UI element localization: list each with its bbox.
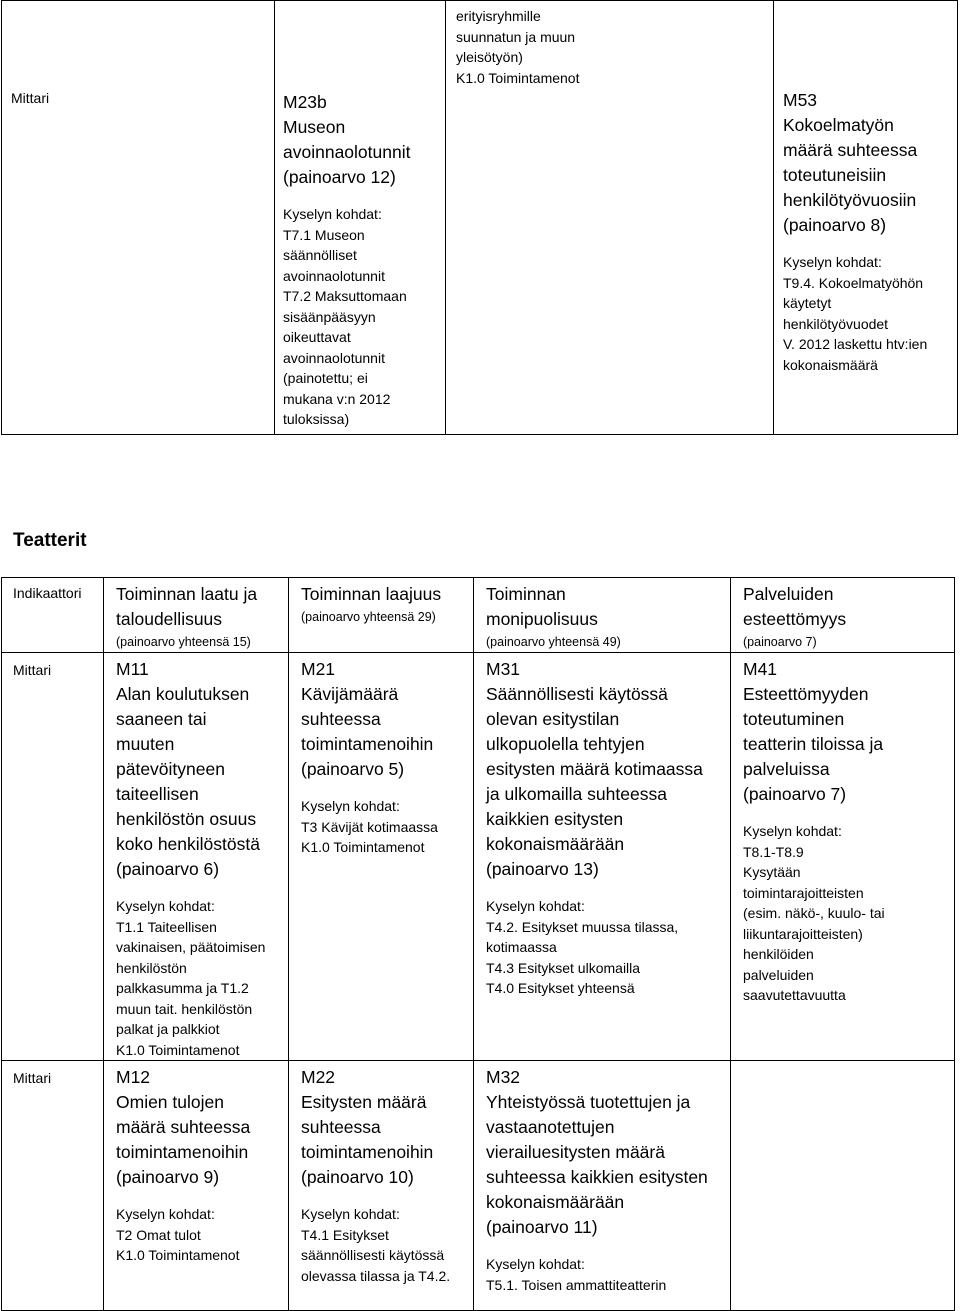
text-line: kokonaismäärään [486, 1192, 625, 1212]
text-line: T4.2. Esitykset muussa tilassa, [486, 918, 679, 935]
kysely-items [301, 817, 469, 858]
table-row [2, 653, 955, 1061]
header-cell [474, 578, 731, 653]
kysely-items [283, 225, 441, 430]
kysely-label: Kyselyn kohdat: [743, 823, 842, 839]
text-line: Toiminnan [486, 584, 566, 604]
text-line: avoinnaolotunnit [283, 267, 385, 284]
text-line: T3 Kävijät kotimaassa [301, 818, 438, 835]
indicator-title [486, 657, 726, 882]
text-line: Kävijämäärä [301, 684, 399, 704]
text-line: kotimaassa [486, 939, 557, 955]
text-line: toteutuminen [743, 709, 845, 729]
text-line: taloudellisuus [116, 609, 223, 629]
text-line: Kysytään [743, 864, 801, 880]
text-line: ulkopuolella tehtyjen [486, 734, 645, 754]
kysely-items [743, 842, 950, 1006]
text-line: suhteessa [301, 709, 381, 729]
text-line: toteutuneisiin [783, 165, 887, 185]
text-line: (painoarvo 6) [116, 859, 220, 879]
indicator-title [743, 657, 950, 807]
indicator-title [301, 1065, 469, 1190]
text-line: tuloksissa) [283, 411, 350, 427]
section-title: Teatterit [13, 530, 87, 551]
indicator-cell [275, 1, 446, 435]
text-line: T5.1. Toisen ammattiteatterin [486, 1276, 667, 1293]
text-line: M41 [743, 659, 778, 679]
kysely-items [486, 1275, 726, 1296]
header-weight: (painoarvo 7) [743, 635, 817, 649]
text-line: kokonaismäärä [783, 356, 878, 373]
text-line: T8.1-T8.9 [743, 843, 804, 860]
text-line: säännölliset [283, 247, 357, 263]
kysely-items [116, 1225, 284, 1266]
header-cell [2, 578, 104, 653]
kysely-items [486, 917, 726, 999]
text-line: liikuntarajoitteisten) [743, 925, 863, 942]
mittari-cell [2, 653, 104, 1061]
text-line: Alan koulutuksen [116, 684, 250, 704]
text-line: T4.3 Esitykset ulkomailla [486, 959, 641, 976]
text-line: Museon [283, 117, 346, 137]
text-line: kaikkien esitysten [486, 809, 624, 829]
text-line: monipuolisuus [486, 609, 598, 629]
indicator-cell [104, 653, 289, 1061]
indicator-title [116, 1065, 284, 1190]
indicator-title [116, 657, 284, 882]
header-title [116, 582, 284, 632]
text-line: T7.1 Museon [283, 226, 365, 243]
table-row [2, 1, 958, 435]
text-line: koko henkilöstöstä [116, 834, 260, 854]
text-line: V. 2012 laskettu htv:ien [783, 336, 928, 352]
text-line: toimintamenoihin [116, 1142, 249, 1162]
text-line: M32 [486, 1067, 521, 1087]
mittari-label: Mittari [11, 90, 50, 106]
header-weight: (painoarvo yhteensä 29) [301, 610, 436, 624]
text-line: T2 Omat tulot [116, 1226, 201, 1243]
indicator-continuation-text [446, 1, 773, 88]
indicator-cell [446, 1, 774, 435]
table-row [2, 1061, 955, 1311]
text-line: (painotettu; ei [283, 370, 368, 386]
header-title [301, 582, 469, 607]
text-line: M31 [486, 659, 521, 679]
text-line: toimintamenoihin [301, 1142, 434, 1162]
text-line: Esteettömyyden [743, 684, 869, 704]
header-cell [731, 578, 955, 653]
text-line: K1.0 Toimintamenot [116, 1041, 240, 1058]
indicator-title [301, 657, 469, 782]
text-line: muuten [116, 734, 175, 754]
header-title [743, 582, 950, 632]
text-line: (painoarvo 7) [743, 784, 847, 804]
kysely-label: Kyselyn kohdat: [301, 1206, 400, 1222]
indicator-cell [474, 1061, 731, 1311]
header-weight: (painoarvo yhteensä 15) [116, 635, 251, 649]
text-line: Omien tulojen [116, 1092, 224, 1112]
text-line: M11 [116, 659, 149, 679]
text-line: kokonaismäärään [486, 834, 625, 854]
text-line: palkkasumma ja T1.2 [116, 980, 249, 996]
text-line: henkilöiden [743, 946, 814, 962]
text-line: (painoarvo 13) [486, 859, 599, 879]
header-cell [289, 578, 474, 653]
text-line: olevan esitystilan [486, 709, 620, 729]
text-line: taiteellisen [116, 784, 199, 804]
museum-indicator-table [1, 0, 958, 435]
text-line: avoinnaolotunnit [283, 142, 411, 162]
indicator-cell [104, 1061, 289, 1311]
text-line: vierailuesitysten määrä [486, 1142, 665, 1162]
mittari-label: Mittari [13, 1070, 52, 1086]
header-weight: (painoarvo yhteensä 49) [486, 635, 621, 649]
text-line: palveluiden [743, 966, 814, 983]
text-line: käytetyt [783, 295, 832, 311]
text-line: M22 [301, 1067, 336, 1087]
text-line: henkilötyövuosiin [783, 190, 917, 210]
text-line: erityisryhmille [456, 8, 541, 24]
text-line: (painoarvo 12) [283, 167, 396, 187]
text-line: Säännöllisesti käytössä [486, 684, 668, 704]
text-line: (painoarvo 9) [116, 1167, 220, 1187]
text-line: säännöllisesti käytössä [301, 1247, 445, 1263]
mittari-label: Mittari [13, 662, 52, 678]
text-line: toimintarajoitteisten [743, 884, 864, 901]
indicator-cell [474, 653, 731, 1061]
text-line: (esim. näkö-, kuulo- tai [743, 905, 885, 921]
table-header-row [2, 578, 955, 653]
text-line: mukana v:n 2012 [283, 390, 391, 407]
kysely-label: Kyselyn kohdat: [486, 898, 585, 914]
text-line: T4.1 Esitykset [301, 1226, 389, 1243]
kysely-label: Kyselyn kohdat: [116, 1206, 215, 1222]
indicator-title [783, 88, 953, 238]
text-line: Toiminnan laajuus [301, 584, 442, 604]
indicator-title [486, 1065, 726, 1240]
mittari-cell [2, 1061, 104, 1311]
text-line: muun tait. henkilöstön [116, 1000, 253, 1017]
text-line: yleisötyön) [456, 49, 523, 65]
text-line: esitysten määrä kotimaassa [486, 759, 703, 779]
text-line: vakinaisen, päätoimisen [116, 939, 266, 955]
indikaattori-label: Indikaattori [13, 585, 82, 601]
text-line: esteettömyys [743, 609, 847, 629]
text-line: teatterin tiloissa ja [743, 734, 884, 754]
text-line: K1.0 Toimintamenot [301, 839, 425, 855]
text-line: suunnatun ja muun [456, 28, 576, 45]
text-line: T7.2 Maksuttomaan [283, 288, 407, 304]
kysely-items [301, 1225, 469, 1287]
text-line: suhteessa [301, 1117, 381, 1137]
indicator-cell [774, 1, 958, 435]
kysely-label: Kyselyn kohdat: [486, 1256, 585, 1272]
indicator-cell [731, 653, 955, 1061]
text-line: M12 [116, 1067, 151, 1087]
indicator-cell [289, 653, 474, 1061]
mittari-cell [2, 1, 275, 435]
header-title [486, 582, 726, 632]
text-line: toimintamenoihin [301, 734, 434, 754]
text-line: olevassa tilassa ja T4.2. [301, 1267, 451, 1284]
text-line: ja ulkomailla suhteessa [486, 784, 667, 804]
text-line: suhteessa kaikkien esitysten [486, 1167, 708, 1187]
indicator-cell [289, 1061, 474, 1311]
text-line: T4.0 Esitykset yhteensä [486, 980, 635, 996]
kysely-label: Kyselyn kohdat: [283, 206, 382, 222]
text-line: Esitysten määrä [301, 1092, 427, 1112]
text-line: pätevöityneen [116, 759, 225, 779]
kysely-label: Kyselyn kohdat: [783, 254, 882, 270]
kysely-items [116, 917, 284, 1061]
text-line: vastaanotettujen [486, 1117, 615, 1137]
kysely-label: Kyselyn kohdat: [301, 798, 400, 814]
text-line: M21 [301, 659, 336, 679]
indicator-title [283, 90, 441, 190]
text-line: henkilöstön [116, 959, 187, 976]
text-line: T1.1 Taiteellisen [116, 918, 217, 935]
kysely-items [783, 273, 953, 376]
text-line: T9.4. Kokoelmatyöhön [783, 274, 924, 291]
indicator-cell [731, 1061, 955, 1311]
text-line: K1.0 Toimintamenot [456, 69, 580, 86]
text-line: (painoarvo 10) [301, 1167, 414, 1187]
text-line: avoinnaolotunnit [283, 349, 385, 366]
text-line: määrä suhteessa [783, 140, 918, 160]
text-line: saaneen tai [116, 709, 207, 729]
text-line: määrä suhteessa [116, 1117, 251, 1137]
text-line: Toiminnan laatu ja [116, 584, 258, 604]
text-line: palveluissa [743, 759, 830, 779]
text-line: Kokoelmatyön [783, 115, 894, 135]
kysely-label: Kyselyn kohdat: [116, 898, 215, 914]
text-line: palkat ja palkkiot [116, 1021, 220, 1037]
text-line: (painoarvo 8) [783, 215, 887, 235]
text-line: Palveluiden [743, 584, 834, 604]
text-line: (painoarvo 11) [486, 1217, 598, 1237]
text-line: M23b [283, 92, 327, 112]
text-line: K1.0 Toimintamenot [116, 1247, 240, 1263]
text-line: sisäänpääsyyn [283, 308, 376, 325]
text-line: Yhteistyössä tuotettujen ja [486, 1092, 691, 1112]
theatre-indicator-table [1, 577, 955, 1311]
text-line: M53 [783, 90, 818, 110]
text-line: henkilöstön osuus [116, 809, 257, 829]
text-line: oikeuttavat [283, 329, 351, 345]
text-line: saavutettavuutta [743, 987, 846, 1003]
text-line: (painoarvo 5) [301, 759, 405, 779]
header-cell [104, 578, 289, 653]
text-line: henkilötyövuodet [783, 315, 889, 332]
